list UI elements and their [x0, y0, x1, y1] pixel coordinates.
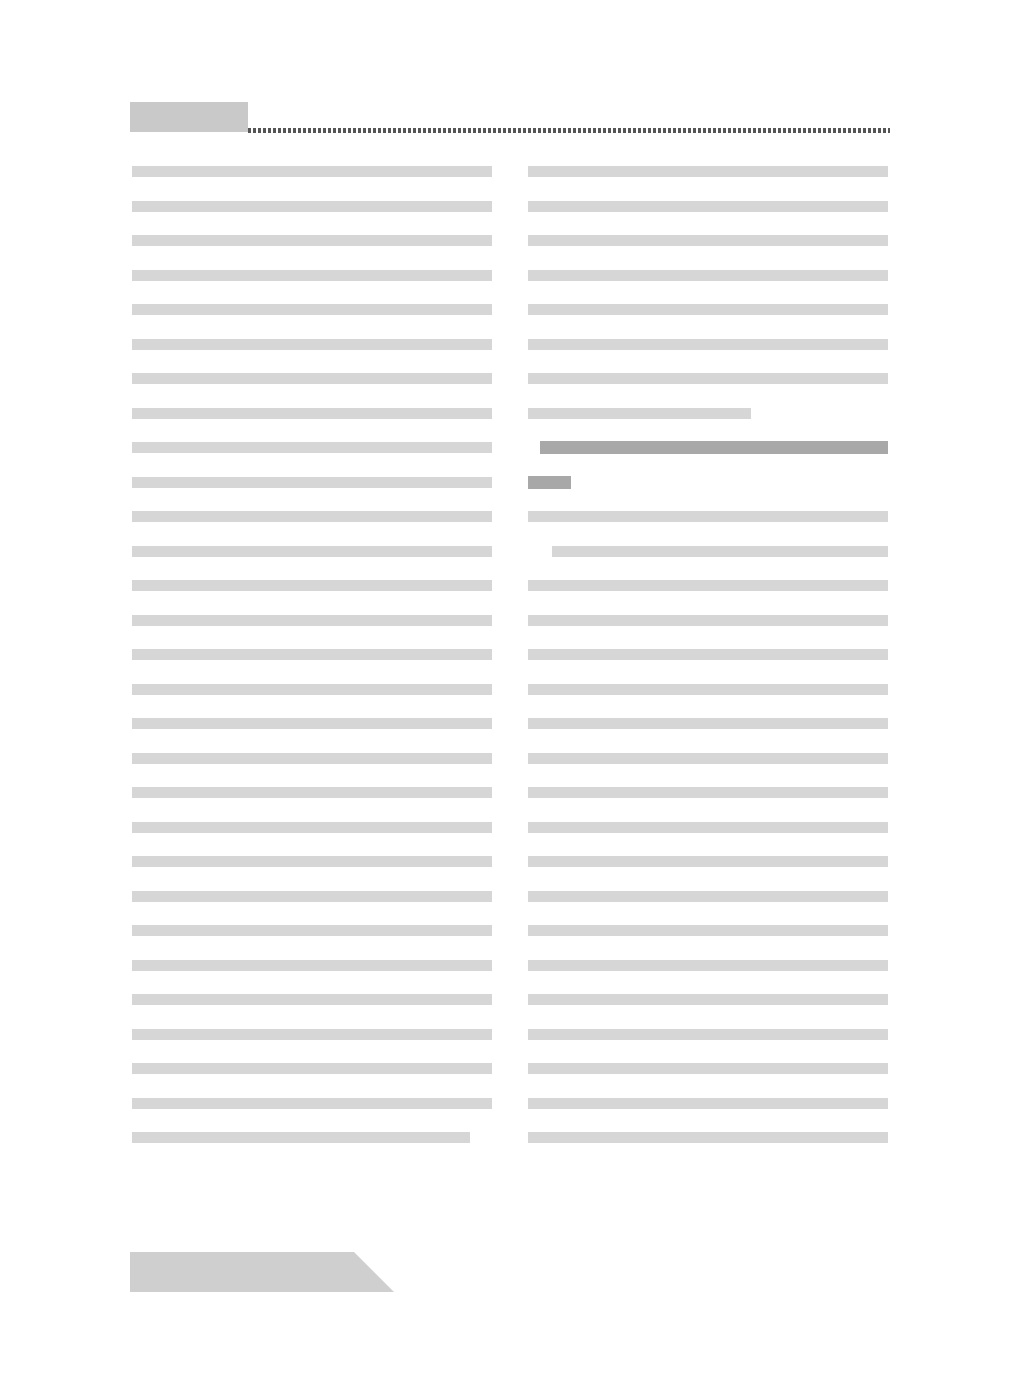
text-placeholder — [528, 684, 888, 695]
text-line — [132, 848, 492, 874]
text-line — [528, 745, 888, 771]
text-placeholder — [528, 1132, 888, 1143]
text-placeholder — [528, 201, 888, 212]
text-placeholder — [132, 546, 492, 557]
text-line — [528, 848, 888, 874]
text-line — [132, 296, 492, 322]
text-placeholder — [528, 960, 888, 971]
text-placeholder — [132, 787, 492, 798]
text-placeholder — [528, 373, 888, 384]
text-line — [132, 365, 492, 391]
text-placeholder — [540, 441, 888, 454]
text-placeholder — [132, 201, 492, 212]
text-placeholder — [528, 235, 888, 246]
text-line — [132, 262, 492, 288]
text-line — [528, 641, 888, 667]
text-line — [132, 193, 492, 219]
text-line — [132, 1021, 492, 1047]
text-placeholder — [132, 994, 492, 1005]
header-badge — [130, 102, 248, 132]
right-column — [528, 158, 888, 1159]
text-placeholder — [528, 856, 888, 867]
text-line — [132, 710, 492, 736]
text-line — [528, 434, 888, 460]
text-placeholder — [528, 822, 888, 833]
text-line — [132, 814, 492, 840]
text-placeholder — [132, 615, 492, 626]
text-line — [132, 538, 492, 564]
text-placeholder — [132, 1029, 492, 1040]
text-placeholder — [528, 787, 888, 798]
text-line — [528, 779, 888, 805]
text-line — [528, 227, 888, 253]
text-line — [528, 296, 888, 322]
text-placeholder — [528, 580, 888, 591]
text-placeholder — [528, 304, 888, 315]
text-line — [528, 710, 888, 736]
text-line — [528, 331, 888, 357]
text-line — [132, 745, 492, 771]
text-line — [528, 676, 888, 702]
text-placeholder — [528, 166, 888, 177]
text-line — [132, 986, 492, 1012]
text-line — [528, 917, 888, 943]
text-line — [528, 952, 888, 978]
text-placeholder — [132, 408, 492, 419]
text-line — [132, 883, 492, 909]
text-placeholder — [528, 1029, 888, 1040]
text-placeholder — [552, 546, 888, 557]
text-line — [132, 572, 492, 598]
text-placeholder — [528, 511, 888, 522]
text-line — [528, 469, 888, 495]
text-placeholder — [132, 960, 492, 971]
text-line — [528, 1124, 888, 1150]
text-placeholder — [132, 511, 492, 522]
text-line — [528, 262, 888, 288]
text-placeholder — [528, 891, 888, 902]
text-placeholder — [132, 270, 492, 281]
text-placeholder — [132, 718, 492, 729]
text-line — [132, 641, 492, 667]
text-placeholder — [528, 753, 888, 764]
text-line — [528, 193, 888, 219]
text-line — [528, 158, 888, 184]
text-placeholder — [132, 373, 492, 384]
text-line — [528, 1055, 888, 1081]
text-line — [528, 503, 888, 529]
text-placeholder — [132, 684, 492, 695]
text-placeholder — [132, 925, 492, 936]
text-line — [132, 331, 492, 357]
text-line — [132, 952, 492, 978]
text-placeholder — [528, 1063, 888, 1074]
text-placeholder — [132, 477, 492, 488]
page-header — [130, 100, 890, 134]
text-line — [132, 676, 492, 702]
text-placeholder — [528, 1098, 888, 1109]
text-placeholder — [132, 304, 492, 315]
text-placeholder — [528, 649, 888, 660]
text-placeholder — [528, 925, 888, 936]
text-line — [528, 1021, 888, 1047]
text-line — [132, 1090, 492, 1116]
text-placeholder — [528, 476, 571, 489]
text-placeholder — [528, 270, 888, 281]
text-placeholder — [132, 822, 492, 833]
text-line — [132, 469, 492, 495]
text-line — [528, 538, 888, 564]
text-line — [132, 158, 492, 184]
text-line — [132, 1055, 492, 1081]
text-placeholder — [132, 442, 492, 453]
text-placeholder — [132, 753, 492, 764]
header-rule — [248, 128, 890, 133]
text-line — [132, 434, 492, 460]
text-line — [528, 572, 888, 598]
text-placeholder — [528, 615, 888, 626]
text-placeholder — [528, 718, 888, 729]
text-placeholder — [528, 339, 888, 350]
text-line — [132, 917, 492, 943]
text-placeholder — [132, 339, 492, 350]
text-line — [528, 365, 888, 391]
text-placeholder — [528, 994, 888, 1005]
text-line — [132, 400, 492, 426]
text-line — [528, 1090, 888, 1116]
text-placeholder — [132, 166, 492, 177]
text-placeholder — [132, 1132, 470, 1143]
page-footer — [130, 1252, 394, 1292]
text-line — [528, 607, 888, 633]
text-line — [132, 227, 492, 253]
text-placeholder — [132, 1063, 492, 1074]
text-placeholder — [132, 580, 492, 591]
left-column — [132, 158, 492, 1159]
text-line — [132, 607, 492, 633]
text-line — [528, 400, 888, 426]
text-line — [132, 779, 492, 805]
text-placeholder — [132, 1098, 492, 1109]
text-line — [528, 986, 888, 1012]
text-placeholder — [132, 235, 492, 246]
text-placeholder — [132, 891, 492, 902]
text-placeholder — [132, 856, 492, 867]
text-line — [528, 883, 888, 909]
text-placeholder — [528, 408, 751, 419]
footer-banner — [130, 1252, 394, 1292]
text-placeholder — [132, 649, 492, 660]
text-line — [528, 814, 888, 840]
text-line — [132, 1124, 492, 1150]
text-line — [132, 503, 492, 529]
